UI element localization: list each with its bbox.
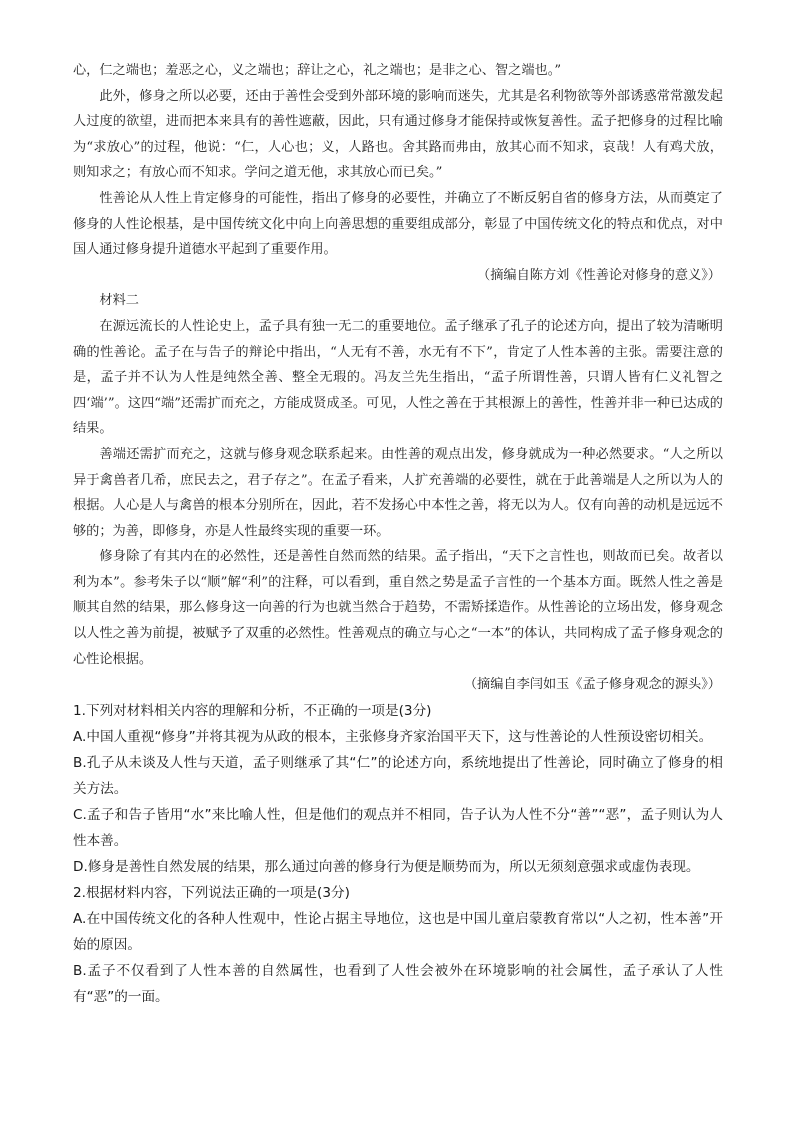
document-page	[73, 58, 723, 1010]
answer-option: B.孟子不仅看到了人性本善的自然属性，也看到了人性会被外在环境影响的社会属性，孟子承认了人性有“恶”的一面。	[73, 962, 723, 1005]
source-citation: （摘编自李闫如玉《孟子修身观念的源头》）	[463, 677, 721, 693]
paragraph: 修身除了有其内在的必然性，还是善性自然而然的结果。孟子指出，“天下之言性也，则故而已矣。故者以利为本”。参考朱子以“顺”解“利”的注释，可以看到，重自然之势是孟子言性的一个基本方面。既然人性之善是顺其自然的结果，那么修身这一向善的行为也就当然合于趋势，不需矫揉造作。从性善论的立场出发，修身观念以人性之善为前提，被赋予了双重的必然性。性善观点的确立与心之“一本”的体认，共同构成了孟子修身观念的心性论根据。	[73, 549, 723, 667]
answer-option: A.在中国传统文化的各种人性观中，性论占据主导地位，这也是中国儿童启蒙教育常以“人之初，性本善”开始的原因。	[73, 910, 723, 953]
answer-option: A.中国人重视“修身”并将其视为从政的根本，主张修身齐家治国平天下，这与性善论的人性预设密切相关。	[73, 728, 713, 745]
paragraph: 此外，修身之所以必要，还由于善性会受到外部环境的影响而迷失，尤其是名利物欲等外部诱惑常常激发起人过度的欲望，进而把本来具有的善性遮蔽，因此，只有通过修身才能保持或恢复善性。孟子把修身的过程比喻为“求放心”的过程，他说：“仁，人心也；义，人路也。舍其路而弗由，放其心而不知求，哀哉！人有鸡犬放，则知求之；有放心而不知求。学问之道无他，求其放心而已矣。”	[73, 88, 723, 181]
paragraph-continuation: 心，仁之端也；羞恶之心，义之端也；辞让之心，礼之端也；是非之心、智之端也。”	[73, 63, 562, 78]
question-stem: 2.根据材料内容，下列说法正确的一项是(3分)	[73, 884, 350, 901]
source-citation: （摘编自陈方刘《性善论对修身的意义》）	[477, 267, 721, 283]
paragraph: 在源远流长的人性论史上，孟子具有独一无二的重要地位。孟子继承了孔子的论述方向，提出了较为清晰明确的性善论。孟子在与告子的辩论中指出，“人无有不善，水无有不下”，肯定了人性本善的主张。需要注意的是，孟子并不认为人性是纯然全善、整全无瑕的。冯友兰先生指出，“孟子所谓性善，只谓人皆有仁义礼智之四‘端’”。这四“端”还需扩而充之，方能成贤成圣。可见，人性之善在于其根源上的善性，性善并非一种已达成的结果。	[73, 318, 723, 437]
question-stem: 1.下列对材料相关内容的理解和分析，不正确的一项是(3分)	[73, 702, 432, 719]
answer-option: C.孟子和告子皆用“水”来比喻人性，但是他们的观点并不相同，告子认为人性不分“善”“恶”，孟子则认为人性本善。	[73, 806, 723, 849]
answer-option: B.孔子从未谈及人性与天道，孟子则继承了其“仁”的论述方向，系统地提出了性善论，同时确立了修身的相关方法。	[73, 754, 723, 797]
section-heading: 材料二	[99, 293, 139, 309]
answer-option: D.修身是善性自然发展的结果，那么通过向善的修身行为便是顺势而为，所以无须刻意强求或虚伪表现。	[73, 858, 700, 875]
paragraph: 性善论从人性上肯定修身的可能性，指出了修身的必要性，并确立了不断反躬自省的修身方法，从而奠定了修身的人性论根基，是中国传统文化中向上向善思想的重要组成部分，彰显了中国传统文化的特点和优点，对中国人通过修身提升道德水平起到了重要作用。	[73, 190, 723, 258]
paragraph: 善端还需扩而充之，这就与修身观念联系起来。由性善的观点出发，修身就成为一种必然要求。“人之所以异于禽兽者几希，庶民去之，君子存之”。在孟子看来，人扩充善端的必要性，就在于此善端是人之所以为人的根据。人心是人与禽兽的根本分别所在，因此，若不发扬心中本性之善，将无以为人。仅有向善的动机是远远不够的；为善，即修身，亦是人性最终实现的重要一环。	[73, 446, 723, 539]
